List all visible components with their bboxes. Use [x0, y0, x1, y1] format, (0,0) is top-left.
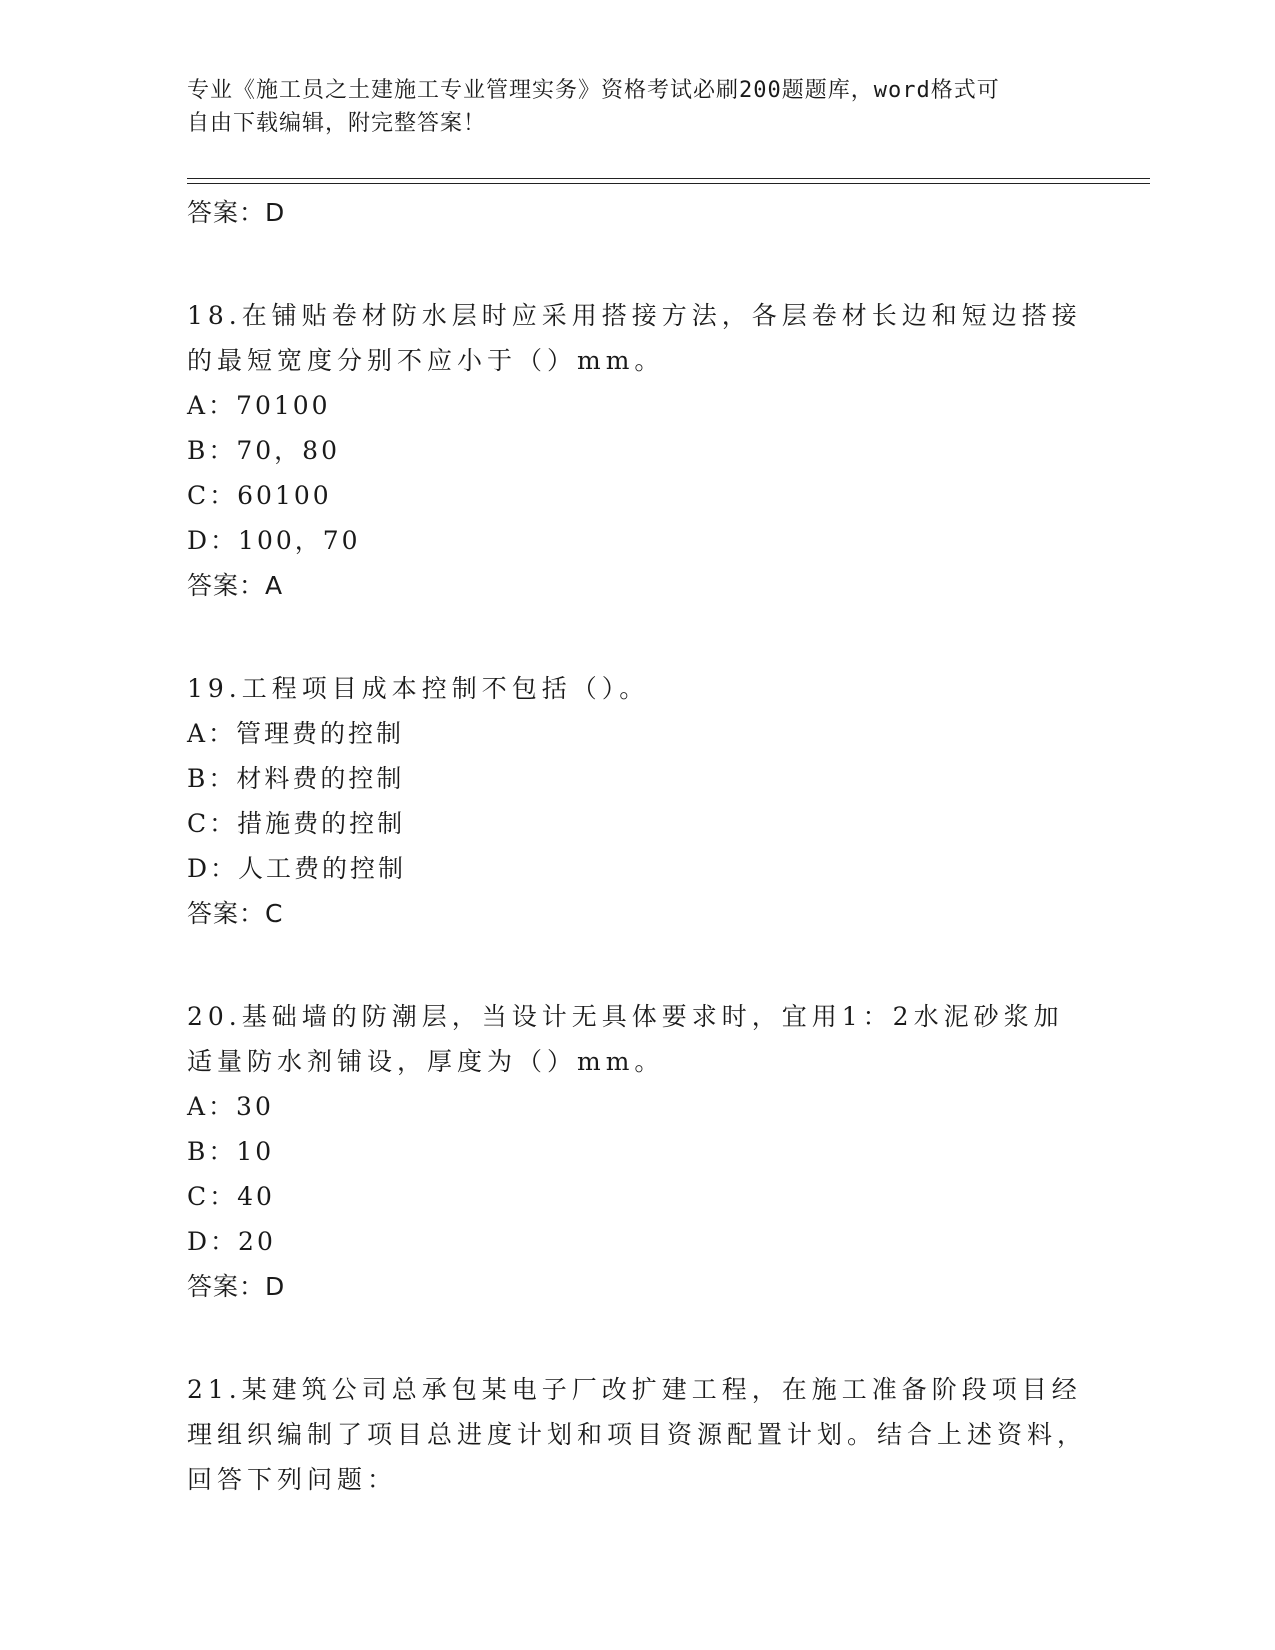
option-c: C：40: [187, 1182, 275, 1211]
spacer: [187, 236, 1087, 293]
question-stem: 18.在铺贴卷材防水层时应采用搭接方法，各层卷材长边和短边搭接的最短宽度分别不应小于（）mm。: [187, 301, 1082, 375]
answer-17: 答案：D: [187, 198, 286, 227]
option-a: A：30: [187, 1092, 274, 1121]
answer: 答案：A: [187, 571, 284, 600]
question-21: [187, 1367, 1087, 1502]
question-19: [187, 666, 1087, 937]
header-line-1: 专业《施工员之土建施工专业管理实务》资格考试必刷200题题库，word格式可: [187, 78, 1000, 103]
option-c: C：措施费的控制: [187, 809, 406, 838]
option-b: B：材料费的控制: [187, 764, 405, 793]
header-rule-bottom: [187, 183, 1150, 184]
answer: 答案：D: [187, 1272, 286, 1301]
header-rule-top: [187, 178, 1150, 179]
document-body: [187, 190, 1087, 1502]
question-18: [187, 293, 1087, 609]
option-a: A：管理费的控制: [187, 719, 405, 748]
option-d: D：人工费的控制: [187, 854, 407, 883]
header-line-2: 自由下载编辑，附完整答案！: [187, 111, 487, 136]
answer: 答案：C: [187, 899, 284, 928]
option-d: D：100，70: [187, 526, 361, 555]
option-c: C：60100: [187, 481, 332, 510]
page-header: [187, 74, 1067, 140]
spacer: [187, 937, 1087, 994]
question-stem: 20.基础墙的防潮层，当设计无具体要求时，宜用1：2水泥砂浆加适量防水剂铺设，厚度为（）mm。: [187, 1002, 1064, 1076]
spacer: [187, 609, 1087, 666]
option-a: A：70100: [187, 391, 331, 420]
question-20: [187, 994, 1087, 1310]
option-b: B：70，80: [187, 436, 340, 465]
option-b: B：10: [187, 1137, 275, 1166]
spacer: [187, 1310, 1087, 1367]
question-stem: 21.某建筑公司总承包某电子厂改扩建工程，在施工准备阶段项目经理组织编制了项目总进度计划和项目资源配置计划。结合上述资料，回答下列问题：: [187, 1375, 1088, 1494]
option-d: D：20: [187, 1227, 276, 1256]
question-stem: 19.工程项目成本控制不包括（）。: [187, 674, 650, 703]
